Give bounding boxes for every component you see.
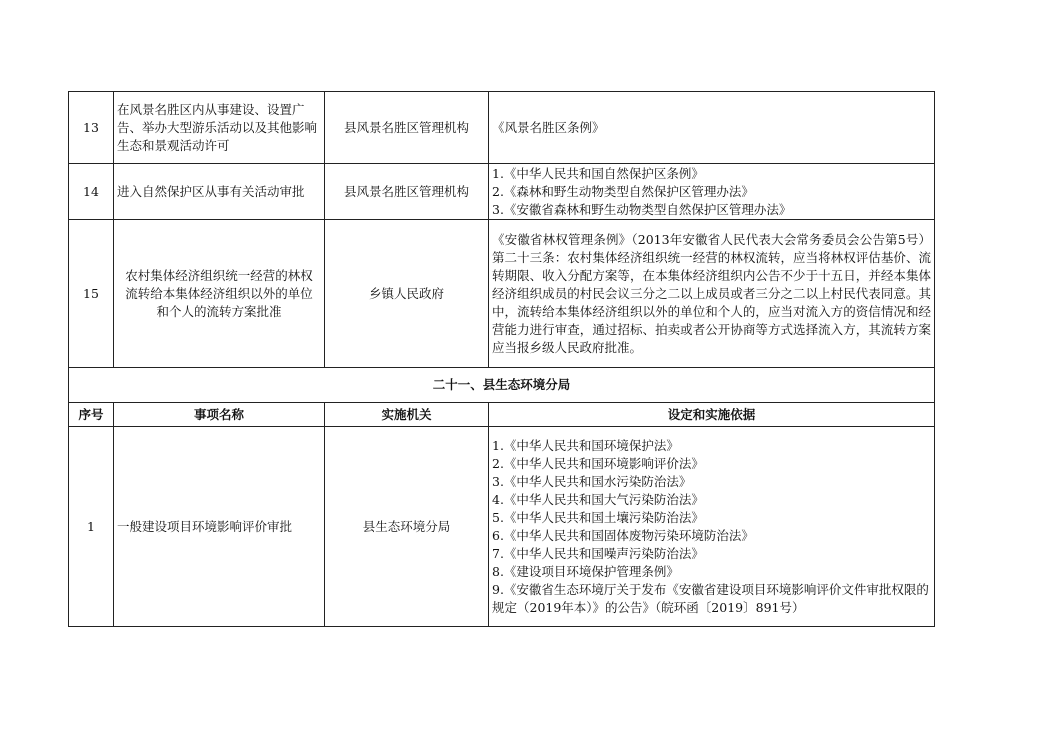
basis-line: 6.《中华人民共和国固体废物污染环境防治法》 <box>492 527 754 543</box>
item-number: 14 <box>69 164 114 220</box>
item-name: 一般建设项目环境影响评价审批 <box>114 427 325 627</box>
item-agency: 县风景名胜区管理机构 <box>325 164 489 220</box>
item-agency: 乡镇人民政府 <box>325 220 489 368</box>
section-row <box>69 368 935 403</box>
basis-line: 3.《中华人民共和国水污染防治法》 <box>492 473 692 489</box>
header-row <box>69 403 935 427</box>
basis-line: 2.《中华人民共和国环境影响评价法》 <box>492 455 704 471</box>
item-basis: 《安徽省林权管理条例》（2013年安徽省人民代表大会常务委员会公告第5号）第二十三条：农村集体经济组织统一经营的林权流转，应当将林权评估基价、流转期限、收入分配方案等，在本集体经济组织内公告不少于十五日，并经本集体经济组织成员的村民会议三分之二以上成员或者三分之二以上村民代表同意。其中，流转给本集体经济组织以外的单位和个人的，应当对流入方的资信情况和经营能力进行审查，通过招标、拍卖或者公开协商等方式选择流入方，其流转方案应当报乡级人民政府批准。 <box>489 220 935 368</box>
header-agency: 实施机关 <box>325 403 489 427</box>
basis-line: 1.《中华人民共和国自然保护区条例》 <box>492 165 704 181</box>
item-number: 13 <box>69 92 114 164</box>
basis-line: 《风景名胜区条例》 <box>492 119 605 135</box>
header-item-name: 事项名称 <box>114 403 325 427</box>
basis-line: 2.《森林和野生动物类型自然保护区管理办法》 <box>492 183 754 199</box>
item-basis <box>489 427 935 627</box>
basis-line: 5.《中华人民共和国土壤污染防治法》 <box>492 509 704 525</box>
table-row <box>69 164 935 220</box>
item-agency: 县生态环境分局 <box>325 427 489 627</box>
header-basis: 设定和实施依据 <box>489 403 935 427</box>
approval-items-table <box>68 91 935 627</box>
item-basis <box>489 92 935 164</box>
item-agency: 县风景名胜区管理机构 <box>325 92 489 164</box>
item-name: 进入自然保护区从事有关活动审批 <box>114 164 325 220</box>
item-number: 15 <box>69 220 114 368</box>
item-number: 1 <box>69 427 114 627</box>
basis-line: 4.《中华人民共和国大气污染防治法》 <box>492 491 704 507</box>
section-title: 二十一、县生态环境分局 <box>69 368 935 403</box>
basis-line: 8.《建设项目环境保护管理条例》 <box>492 563 679 579</box>
item-name: 在风景名胜区内从事建设、设置广告、举办大型游乐活动以及其他影响生态和景观活动许可 <box>114 92 325 164</box>
basis-line: 3.《安徽省森林和野生动物类型自然保护区管理办法》 <box>492 201 792 217</box>
table-row <box>69 92 935 164</box>
basis-line: 9.《安徽省生态环境厅关于发布《安徽省建设项目环境影响评价文件审批权限的规定（2019年本）》的公告》（皖环函〔2019〕891号） <box>492 581 929 615</box>
item-name: 农村集体经济组织统一经营的林权流转给本集体经济组织以外的单位和个人的流转方案批准 <box>114 220 325 368</box>
basis-line: 7.《中华人民共和国噪声污染防治法》 <box>492 545 704 561</box>
table-row <box>69 427 935 627</box>
basis-line: 1.《中华人民共和国环境保护法》 <box>492 437 679 453</box>
header-number: 序号 <box>69 403 114 427</box>
item-basis <box>489 164 935 220</box>
table-row <box>69 220 935 368</box>
